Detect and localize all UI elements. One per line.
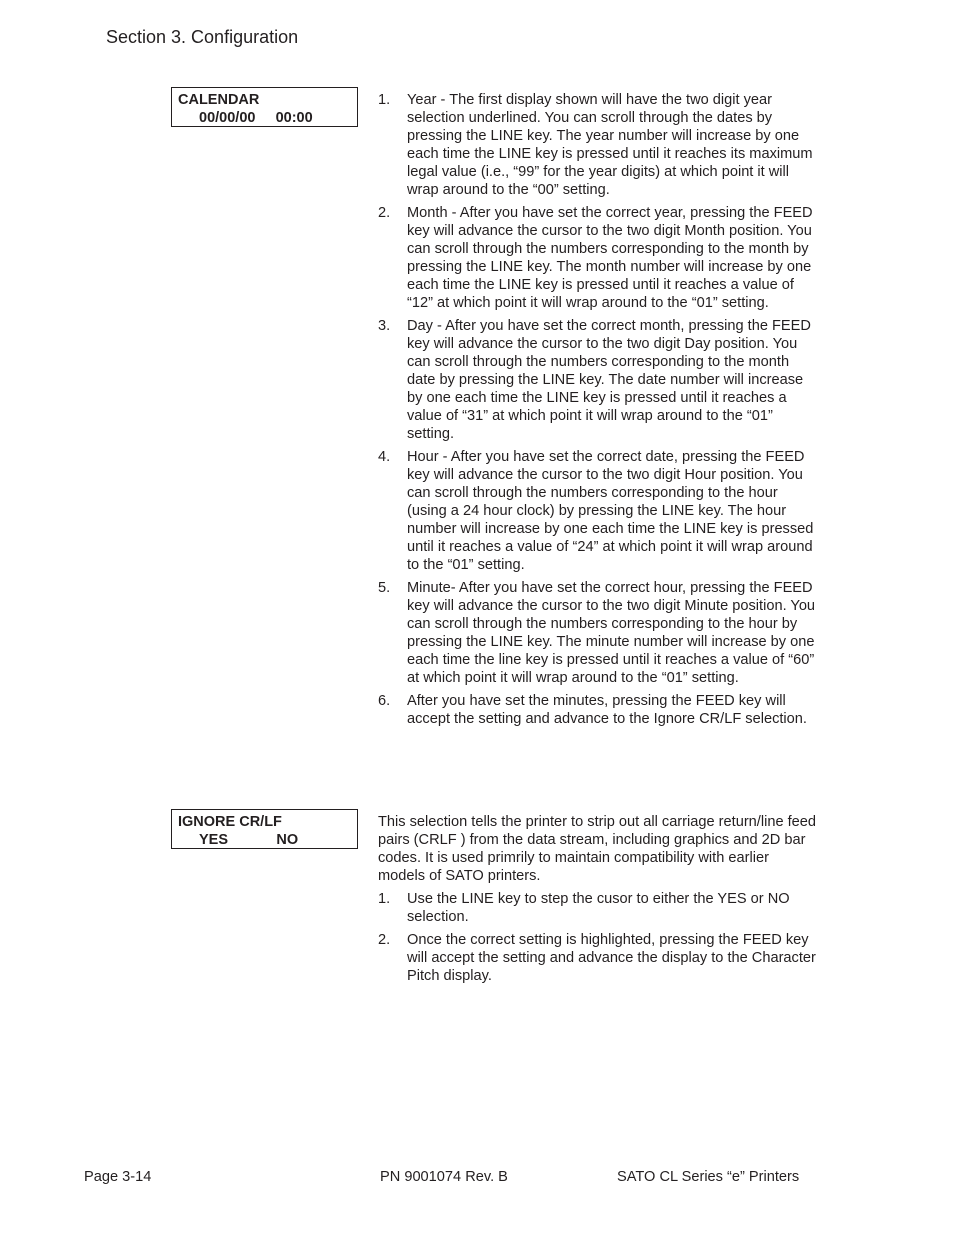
list-item-number: 6.	[378, 693, 391, 709]
list-item-number: 2.	[378, 932, 391, 948]
ignore-crlf-lcd-display	[171, 809, 358, 849]
list-item-number: 5.	[378, 580, 391, 596]
ignore-lcd-line1: IGNORE CR/LF	[178, 814, 282, 830]
footer-page-number: Page 3-14	[84, 1169, 152, 1185]
list-item	[378, 931, 818, 985]
ignore-steps-list	[378, 890, 818, 990]
list-item	[378, 448, 818, 574]
list-item-number: 4.	[378, 449, 391, 465]
list-item-text: Day - After you have set the correct month, pressing the FEED key will advance the cursor to the two digit Day position. You can scroll through the numbers corresponding to the month date by pressing the LINE key. The date number will increase by one each time the LINE key is pressed until it reaches a value of “31” at which point it will wrap around to the “01” setting.	[407, 318, 811, 442]
calendar-steps-list	[378, 91, 818, 733]
list-item-number: 2.	[378, 205, 391, 221]
section-header: Section 3. Configuration	[106, 27, 299, 47]
ignore-crlf-description: This selection tells the printer to strip out all carriage return/line feed pairs (CRLF ) from the data stream, including graphics and 2D bar codes. It is used primrily to maintain compatibility with earlier models of SATO printers.	[378, 814, 817, 884]
footer-product-name: SATO CL Series “e” Printers	[617, 1169, 800, 1185]
list-item	[378, 692, 818, 728]
list-item-number: 1.	[378, 891, 391, 907]
list-item-text: Month - After you have set the correct year, pressing the FEED key will advance the cursor to the two digit Month position. You can scroll through the numbers corresponding to the month by pressing the LINE key. The month number will increase by one each time the LINE key is pressed until it reaches a value of “12” at which point it will wrap around to the “01” setting.	[407, 205, 813, 311]
list-item-number: 1.	[378, 92, 391, 108]
list-item-text: Year - The first display shown will have the two digit year selection underlined. You can scroll through the dates by pressing the LINE key. The year number will increase by one each time the LINE key is pressed until it reaches its maximum legal value (i.e., “99” for the year digits) at which point it will wrap around to the “00” setting.	[407, 92, 813, 198]
calendar-lcd-display	[171, 87, 358, 127]
list-item	[378, 91, 818, 199]
list-item-text: Use the LINE key to step the cusor to either the YES or NO selection.	[407, 891, 790, 925]
list-item-text: Minute- After you have set the correct hour, pressing the FEED key will advance the cursor to the two digit Minute position. You can scroll through the numbers corresponding to the hour by pressing the LINE key. The minute number will increase by one each time the line key is pressed until it reaches a value of “60” at which point it will wrap around to the “01” setting.	[407, 580, 816, 686]
calendar-lcd-line1: CALENDAR	[178, 92, 260, 108]
list-item-text: After you have set the minutes, pressing the FEED key will accept the setting and advance to the Ignore CR/LF selection.	[407, 693, 807, 727]
ignore-lcd-line2: YES NO	[199, 832, 299, 848]
list-item-number: 3.	[378, 318, 391, 334]
list-item	[378, 890, 818, 926]
list-item	[378, 317, 818, 443]
list-item-text: Hour - After you have set the correct date, pressing the FEED key will advance the cursor to the two digit Hour position. You can scroll through the numbers corresponding to the hour (using a 24 hour clock) by pressing the LINE key. The hour number will increase by one each time the LINE key is pressed until it reaches a value of “24” at which point it will wrap around to the “01” setting.	[407, 449, 814, 573]
list-item	[378, 204, 818, 312]
list-item-text: Once the correct setting is highlighted, pressing the FEED key will accept the setting and advance the display to the Character Pitch display.	[407, 932, 816, 984]
calendar-lcd-line2: 00/00/00 00:00	[199, 110, 313, 126]
footer-part-number: PN 9001074 Rev. B	[380, 1169, 508, 1185]
list-item	[378, 579, 818, 687]
